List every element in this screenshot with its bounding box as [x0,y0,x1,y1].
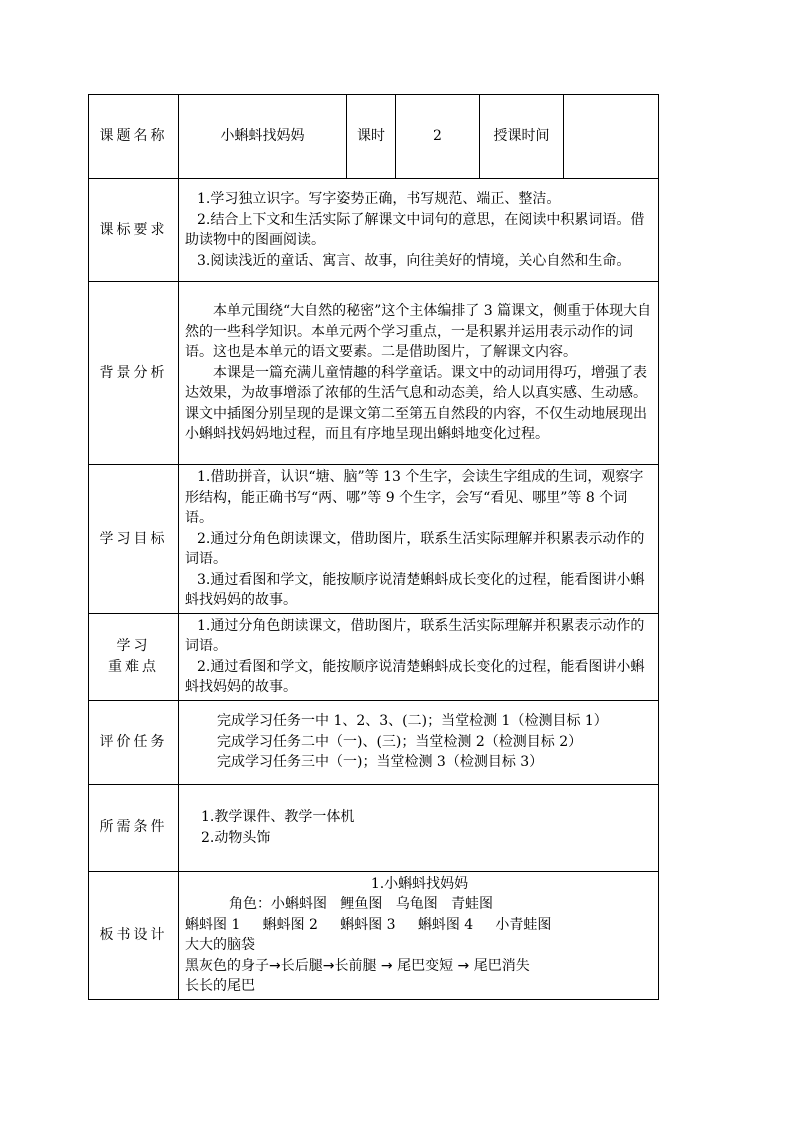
board-growth [185,956,654,977]
objective-item: 1.借助拼音，认识“塘、脑”等 13 个生字，会读生字组成的生词，观察字形结构，能正确书写“两、哪”等 9 个生字，会写“看见、哪里”等 8 个词语。 [185,469,644,526]
board-roles: 角色：小蝌蚪图 鲤鱼图 乌龟图 青蛙图 [229,896,494,912]
evaluation-item: 完成学习任务一中 1、2、3、(二)；当堂检测 1（检测目标 1） [217,713,608,730]
key-points-label [89,613,179,700]
board-pictures: 蝌蚪图 1 蝌蚪图 2 蝌蚪图 3 蝌蚪图 4 小青蛙图 [185,916,552,933]
evaluation-label: 评价任务 [89,700,179,784]
background-row [89,282,659,465]
evaluation-item: 完成学习任务二中（一)、(三)；当堂检测 2（检测目标 2） [217,733,583,750]
standards-content [179,179,659,282]
conditions-label: 所需条件 [89,784,179,871]
background-label: 背景分析 [89,282,179,465]
objectives-row [89,465,659,614]
time-value [564,95,659,179]
growth-stage: 尾巴消失 [473,957,530,974]
period-value: 2 [396,95,480,179]
growth-stage: 尾巴变短 [397,957,454,974]
board-content [179,871,659,999]
conditions-content [179,784,659,871]
key-points-label-line: 学习 [116,638,151,654]
evaluation-item: 完成学习任务三中（一)；当堂检测 3（检测目标 3） [217,754,544,771]
title-label: 课题名称 [89,95,179,179]
board-line-head: 大大的脑袋 [185,937,255,953]
background-paragraph: 本课是一篇充满儿童情趣的科学童话。课文中的动词用得巧，增强了表达效果，为故事增添了浓郁的生活气息和动态美，给人以真实感、生动感。课文中插图分别呈现的是课文第二至第五自然段的内容，不仅生动地展现出小蝌蚪找妈妈地过程，而且有序地呈现出蝌蚪地变化过程。 [185,364,647,443]
standards-item: 1.学习独立识字。写字姿势正确，书写规范、端正、整洁。 [197,191,561,207]
key-points-content [179,613,659,700]
board-line-tail: 长长的尾巴 [185,978,255,994]
evaluation-row [89,700,659,784]
board-title: 1.小蝌蚪找妈妈 [370,875,469,892]
title-value: 小蝌蚪找妈妈 [179,95,347,179]
standards-item: 3.阅读浅近的童话、寓言、故事，向往美好的情境，关心自然和生命。 [197,252,631,269]
objectives-content [179,465,659,614]
time-label: 授课时间 [480,95,564,179]
period-label: 课时 [347,95,396,179]
key-point-item: 1.通过分角色朗读课文，借助图片，联系生活实际理解并积累表示动作的词语。 [185,617,645,654]
arrow-right-icon: → [453,957,474,974]
evaluation-content [179,700,659,784]
growth-stage: 黑灰色的身子 [185,957,269,974]
growth-stage: 长后腿 [280,957,323,974]
background-content [179,282,659,465]
objective-item: 3.通过看图和学文，能按顺序说清楚蝌蚪成长变化的过程，能看图讲小蝌蚪找妈妈的故事。 [185,571,645,608]
board-label: 板书设计 [89,871,179,999]
header-row [89,95,659,179]
conditions-row [89,784,659,871]
objectives-label: 学习目标 [89,465,179,614]
arrow-right-icon: → [376,957,398,974]
objective-item: 2.通过分角色朗读课文，借助图片，联系生活实际理解并积累表示动作的词语。 [185,530,645,567]
lesson-plan-table [88,94,659,1000]
standards-label: 课标要求 [89,179,179,282]
growth-stage: 长前腿 [334,957,377,974]
standards-row [89,179,659,282]
arrow-right-icon: → [322,957,335,974]
condition-item: 2.动物头饰 [201,829,271,846]
condition-item: 1.教学课件、教学一体机 [201,809,355,825]
board-row [89,871,659,999]
key-points-row [89,613,659,700]
arrow-right-icon: → [269,957,281,974]
standards-item: 2.结合上下文和生活实际了解课文中词句的意思，在阅读中积累词语。借助读物中的图画阅读。 [185,211,645,248]
key-points-label-line: 重难点 [108,658,159,675]
background-paragraph: 本单元围绕“大自然的秘密”这个主体编排了 3 篇课文，侧重于体现大自然的一些科学知识。本单元两个学习重点，一是积累并运用表示动作的词语。这也是本单元的语文要素。二是借助图片，了解课文内容。 [185,303,652,361]
key-point-item: 2.通过看图和学文，能按顺序说清楚蝌蚪成长变化的过程，能看图讲小蝌蚪找妈妈的故事。 [185,658,645,695]
